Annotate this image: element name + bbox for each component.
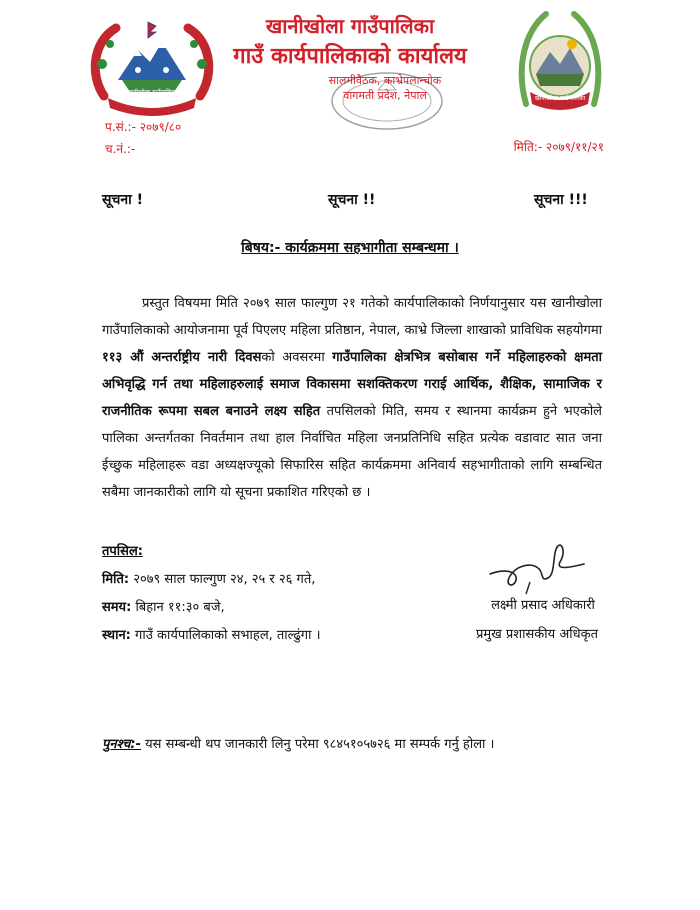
schedule-heading: तपसिल: — [102, 544, 143, 559]
dispatch-number: च.नं.:- — [105, 142, 136, 156]
schedule-time-label: समय: — [102, 600, 132, 615]
address-line-2: वागमती प्रदेश, नेपाल — [343, 89, 427, 102]
schedule-time — [102, 597, 225, 615]
schedule-date — [102, 569, 315, 587]
notice-body — [102, 290, 602, 506]
notice-heading-3: सूचना !!! — [534, 192, 588, 208]
schedule-date-value: २०७९ साल फाल्गुण २४, २५ र २६ गते, — [129, 572, 316, 587]
body-paragraph — [102, 290, 602, 506]
signatory-title: प्रमुख प्रशासकीय अधिकृत — [475, 627, 599, 642]
office-name: गाउँ कार्यपालिकाको कार्यालय — [233, 44, 467, 69]
letter-date: मिति:- २०७९/११/२१ — [513, 140, 604, 154]
body-text-1: प्रस्तुत विषयमा मिति २०७९ साल फाल्गुण २१ गतेको कार्यपालिकाको निर्णयानुसार यस खानीखोला गाउँपालिकाको आयोजनामा पूर्व पिएलए महिला प्रतिष्ठान, नेपाल, काभ्रे जिल्ला शाखाको प्राविधिक सहयोगमा — [102, 296, 602, 338]
subject-line: बिषय:- कार्यक्रममा सहभागीता सम्बन्धमा । — [241, 240, 459, 256]
postscript-text: यस सम्बन्धी थप जानकारी लिनु परेमा ९८४५१०५७२६ मा सम्पर्क गर्नु होला । — [140, 737, 495, 752]
notice-heading-1: सूचना ! — [102, 192, 144, 208]
schedule-place-label: स्थान: — [102, 628, 131, 643]
left-logo-caption: खानीखोला गाउँपालिका — [126, 89, 178, 96]
right-logo-caption: खानीखोला गाउँपालिका — [534, 95, 586, 102]
signatory-name: लक्ष्मी प्रसाद अधिकारी — [491, 598, 595, 613]
municipality-name: खानीखोला गाउँपालिका — [265, 14, 435, 38]
schedule-date-label: मिति: — [102, 572, 130, 587]
notice-heading-2: सूचना !! — [328, 192, 376, 208]
postscript-label: पुनश्च:- — [102, 737, 141, 752]
body-bold-1: ११३ औं अन्तर्राष्ट्रीय नारी दिवस — [102, 350, 262, 365]
letter-number: प.सं.:- २०७९/८० — [105, 120, 182, 134]
body-text-2: को अवसरमा — [261, 350, 333, 365]
body-text-3: तपसिलको मिति, समय र स्थानमा कार्यक्रम हुने भएकोले पालिका अन्तर्गतका निवर्तमान तथा हाल निर्वाचित महिला जनप्रतिनिधि सहित प्रत्येक वडावाट सात जना ईच्छुक महिलाहरू वडा अध्यक्षज्यूको सिफारिस सहित कार्यक्रममा अनिवार्य सहभागीताको लागि सम्बन्धित सबैमा जानकारीको लागि यो सूचना प्रकाशित गरिएको छ । — [102, 404, 602, 500]
address-line-1: सालमीवैठक, काभ्रेपलान्चोक — [328, 74, 442, 87]
schedule-time-value: बिहान ११:३० बजे, — [131, 600, 225, 615]
body-bold-2: गाउँपालिका क्षेत्रभित्र बसोबास गर्ने महिलाहरुको क्षमता अभिवृद्धि गर्न तथा महिलाहरुलाई समाज विकासमा सशक्तिकरण गराई आर्थिक, शैक्षिक, सामाजिक र राजनीतिक रूपमा सबल बनाउने लक्ष्य सहित — [102, 350, 602, 419]
office-address — [300, 73, 470, 103]
schedule-place — [102, 625, 321, 643]
postscript — [102, 734, 494, 752]
handwritten-signature — [486, 538, 596, 596]
schedule-place-value: गाउँ कार्यपालिकाको सभाहल, ताल्ढुंगा । — [130, 628, 321, 643]
